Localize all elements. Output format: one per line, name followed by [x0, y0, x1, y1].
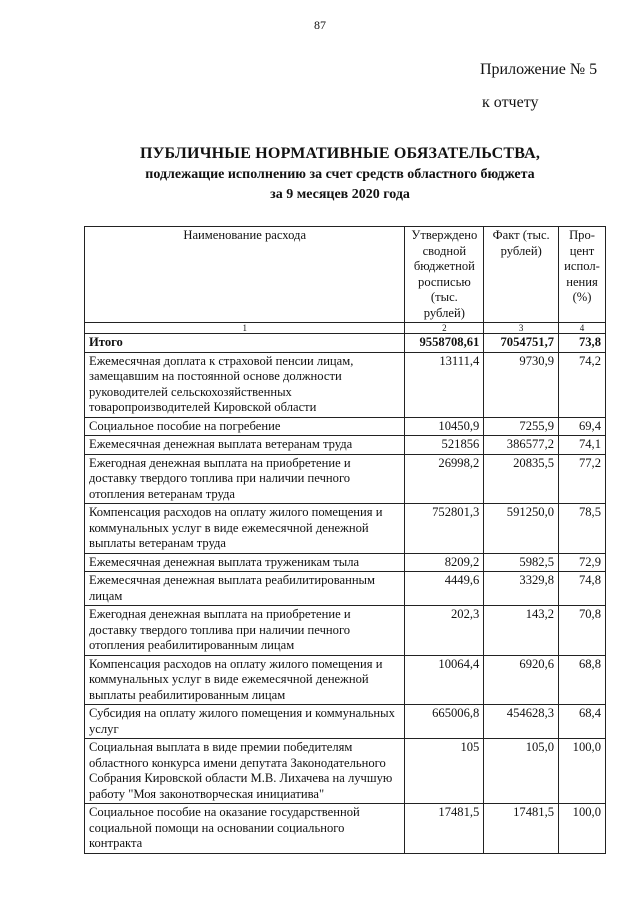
plan-cell: 521856	[405, 436, 484, 455]
appendix-note	[480, 60, 597, 112]
table-row	[85, 352, 606, 417]
expense-name-cell: Субсидия на оплату жилого помещения и коммунальных услуг	[85, 705, 405, 739]
total-plan: 9558708,61	[405, 334, 484, 353]
percent-cell: 68,8	[559, 655, 606, 705]
table-row	[85, 417, 606, 436]
expense-name-cell: Социальное пособие на погребение	[85, 417, 405, 436]
title-line-3: за 9 месяцев 2020 года	[270, 187, 410, 202]
percent-cell: 74,1	[559, 436, 606, 455]
total-label: Итого	[85, 334, 405, 353]
fact-cell: 386577,2	[484, 436, 559, 455]
page-number: 87	[314, 18, 326, 32]
total-row	[85, 334, 606, 353]
expense-name-cell: Социальная выплата в виде премии победителям областного конкурса имени депутата Законодательного Собрания Кировской области М.В. Лихачева на лучшую работу "Моя законотворческая инициатива"	[85, 739, 405, 804]
header-percent: Процент исполнения (%)	[559, 227, 606, 323]
percent-cell: 100,0	[559, 739, 606, 804]
table-row	[85, 572, 606, 606]
percent-cell: 72,9	[559, 553, 606, 572]
title-line-2: подлежащие исполнению за счет средств областного бюджета	[145, 167, 535, 182]
table-row	[85, 705, 606, 739]
fact-cell: 17481,5	[484, 804, 559, 854]
fact-cell: 3329,8	[484, 572, 559, 606]
expense-name-cell: Ежемесячная денежная выплата реабилитированным лицам	[85, 572, 405, 606]
table-row	[85, 655, 606, 705]
percent-cell: 74,2	[559, 352, 606, 417]
plan-cell: 105	[405, 739, 484, 804]
total-fact: 7054751,7	[484, 334, 559, 353]
table-row	[85, 436, 606, 455]
fact-cell: 7255,9	[484, 417, 559, 436]
table-row	[85, 606, 606, 656]
plan-cell: 10450,9	[405, 417, 484, 436]
percent-cell: 77,2	[559, 454, 606, 504]
column-number: 1	[85, 323, 405, 334]
plan-cell: 17481,5	[405, 804, 484, 854]
expense-name-cell: Ежемесячная денежная выплата труженикам тыла	[85, 553, 405, 572]
plan-cell: 202,3	[405, 606, 484, 656]
percent-cell: 78,5	[559, 504, 606, 554]
plan-cell: 26998,2	[405, 454, 484, 504]
fact-cell: 9730,9	[484, 352, 559, 417]
plan-cell: 752801,3	[405, 504, 484, 554]
expense-name-cell: Компенсация расходов на оплату жилого помещения и коммунальных услуг в виде ежемесячной денежной выплаты реабилитированным лицам	[85, 655, 405, 705]
title-line-1: ПУБЛИЧНЫЕ НОРМАТИВНЫЕ ОБЯЗАТЕЛЬСТВА,	[139, 145, 541, 162]
expense-name-cell: Социальное пособие на оказание государственной социальной помощи на основании социального контракта	[85, 804, 405, 854]
fact-cell: 6920,6	[484, 655, 559, 705]
fact-cell: 454628,3	[484, 705, 559, 739]
percent-cell: 69,4	[559, 417, 606, 436]
expense-name-cell: Ежемесячная доплата к страховой пенсии лицам, замещавшим на постоянной основе должности руководителей сельскохозяйственных товаропроизводителей Кировской области	[85, 352, 405, 417]
plan-cell: 4449,6	[405, 572, 484, 606]
fact-cell: 20835,5	[484, 454, 559, 504]
plan-cell: 13111,4	[405, 352, 484, 417]
expense-name-cell: Ежемесячная денежная выплата ветеранам труда	[85, 436, 405, 455]
column-number-row	[85, 323, 606, 334]
appendix-line-2: к отчету	[482, 94, 539, 112]
obligations-table	[84, 226, 606, 854]
expense-name-cell: Ежегодная денежная выплата на приобретение и доставку твердого топлива при наличии печного отопления реабилитированным лицам	[85, 606, 405, 656]
column-number: 3	[484, 323, 559, 334]
fact-cell: 143,2	[484, 606, 559, 656]
header-plan: Утверждено сводной бюджетной росписью (тыс. рублей)	[405, 227, 484, 323]
header-name: Наименование расхода	[85, 227, 405, 323]
total-percent: 73,8	[559, 334, 606, 353]
table-header-row	[85, 227, 606, 323]
expense-name-cell: Ежегодная денежная выплата на приобретение и доставку твердого топлива при наличии печного отопления ветеранам труда	[85, 454, 405, 504]
table-row	[85, 553, 606, 572]
percent-cell: 68,4	[559, 705, 606, 739]
plan-cell: 665006,8	[405, 705, 484, 739]
table-row	[85, 739, 606, 804]
document-title	[60, 145, 620, 203]
fact-cell: 105,0	[484, 739, 559, 804]
percent-cell: 74,8	[559, 572, 606, 606]
header-fact: Факт (тыс. рублей)	[484, 227, 559, 323]
table-row	[85, 504, 606, 554]
fact-cell: 591250,0	[484, 504, 559, 554]
table-row	[85, 804, 606, 854]
appendix-line-1: Приложение № 5	[480, 61, 598, 78]
plan-cell: 10064,4	[405, 655, 484, 705]
percent-cell: 70,8	[559, 606, 606, 656]
column-number: 2	[405, 323, 484, 334]
percent-cell: 100,0	[559, 804, 606, 854]
plan-cell: 8209,2	[405, 553, 484, 572]
expense-name-cell: Компенсация расходов на оплату жилого помещения и коммунальных услуг в виде ежемесячной денежной выплаты ветеранам труда	[85, 504, 405, 554]
table-row	[85, 454, 606, 504]
column-number: 4	[559, 323, 606, 334]
fact-cell: 5982,5	[484, 553, 559, 572]
